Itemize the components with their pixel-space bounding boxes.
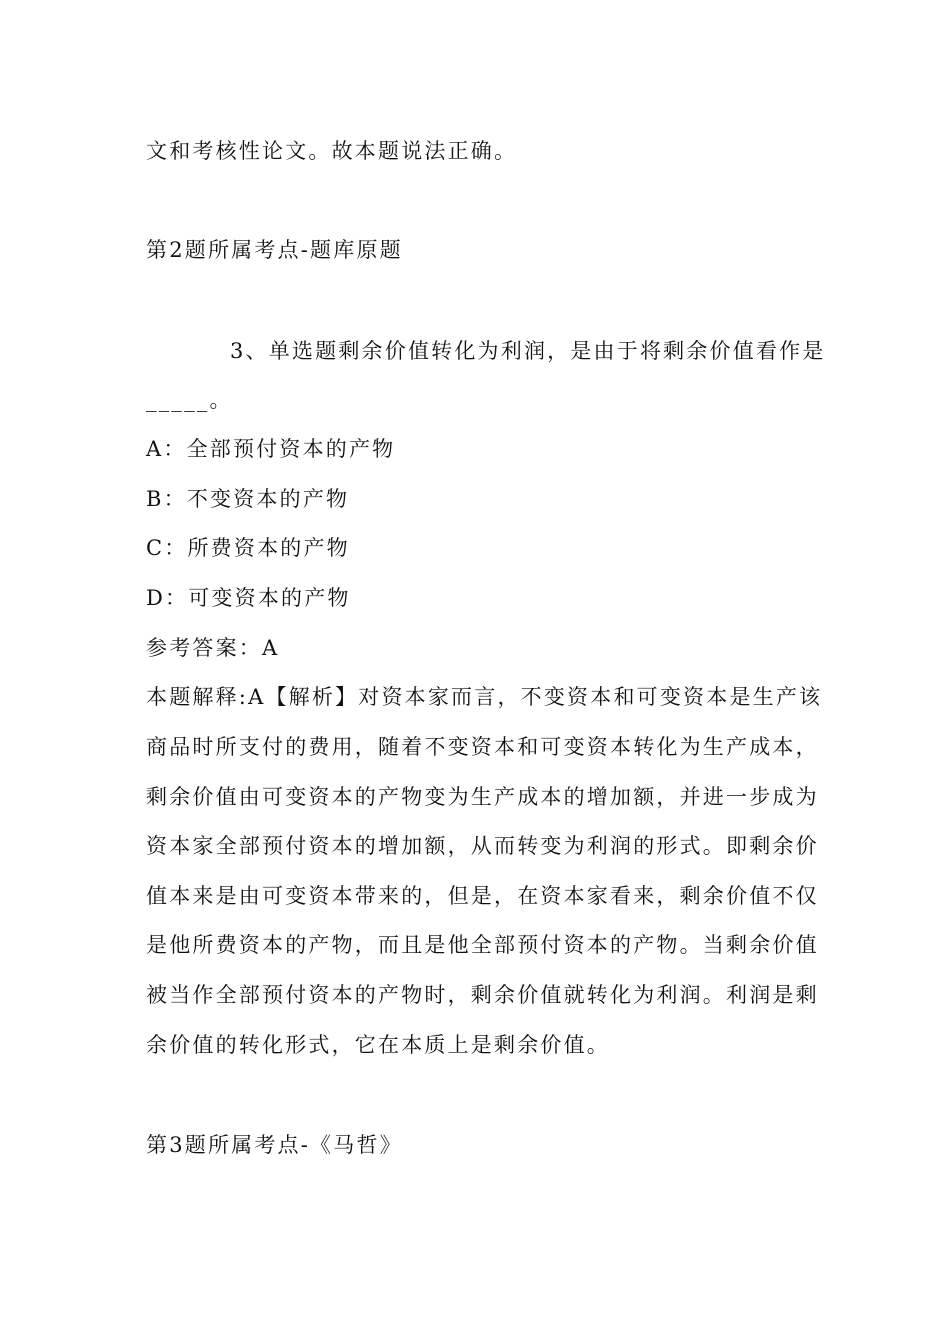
option-b: B：不变资本的产物 bbox=[146, 487, 350, 511]
explanation-line: 剩余价值由可变资本的产物变为生产成本的增加额，并进一步成为 bbox=[146, 785, 819, 809]
question-3-topic: 第3题所属考点-《马哲》 bbox=[146, 1133, 403, 1157]
option-d: D：可变资本的产物 bbox=[146, 586, 351, 610]
explanation-line: 值本来是由可变资本带来的，但是，在资本家看来，剩余价值不仅 bbox=[146, 884, 819, 908]
question-2-topic: 第2题所属考点-题库原题 bbox=[146, 238, 403, 262]
question-3-stem-blank: _____。 bbox=[146, 388, 233, 412]
option-a: A：全部预付资本的产物 bbox=[146, 437, 396, 461]
explanation-line: 商品时所支付的费用，随着不变资本和可变资本转化为生产成本， bbox=[146, 735, 819, 759]
explanation-line: 是他所费资本的产物，而且是他全部预付资本的产物。当剩余价值 bbox=[146, 933, 819, 957]
continuation-text: 文和考核性论文。故本题说法正确。 bbox=[146, 139, 518, 163]
option-c: C：所费资本的产物 bbox=[146, 536, 350, 560]
explanation-line: 余价值的转化形式，它在本质上是剩余价值。 bbox=[146, 1033, 610, 1057]
explanation-line: 被当作全部预付资本的产物时，剩余价值就转化为利润。利润是剩 bbox=[146, 983, 819, 1007]
reference-answer: 参考答案：A bbox=[146, 636, 280, 660]
question-3-stem: 3、单选题剩余价值转化为利润，是由于将剩余价值看作是 bbox=[230, 339, 826, 363]
explanation-line: 资本家全部预付资本的增加额，从而转变为利润的形式。即剩余价 bbox=[146, 834, 819, 858]
explanation-line: 本题解释:A【解析】对资本家而言，不变资本和可变资本是生产该 bbox=[146, 685, 823, 709]
